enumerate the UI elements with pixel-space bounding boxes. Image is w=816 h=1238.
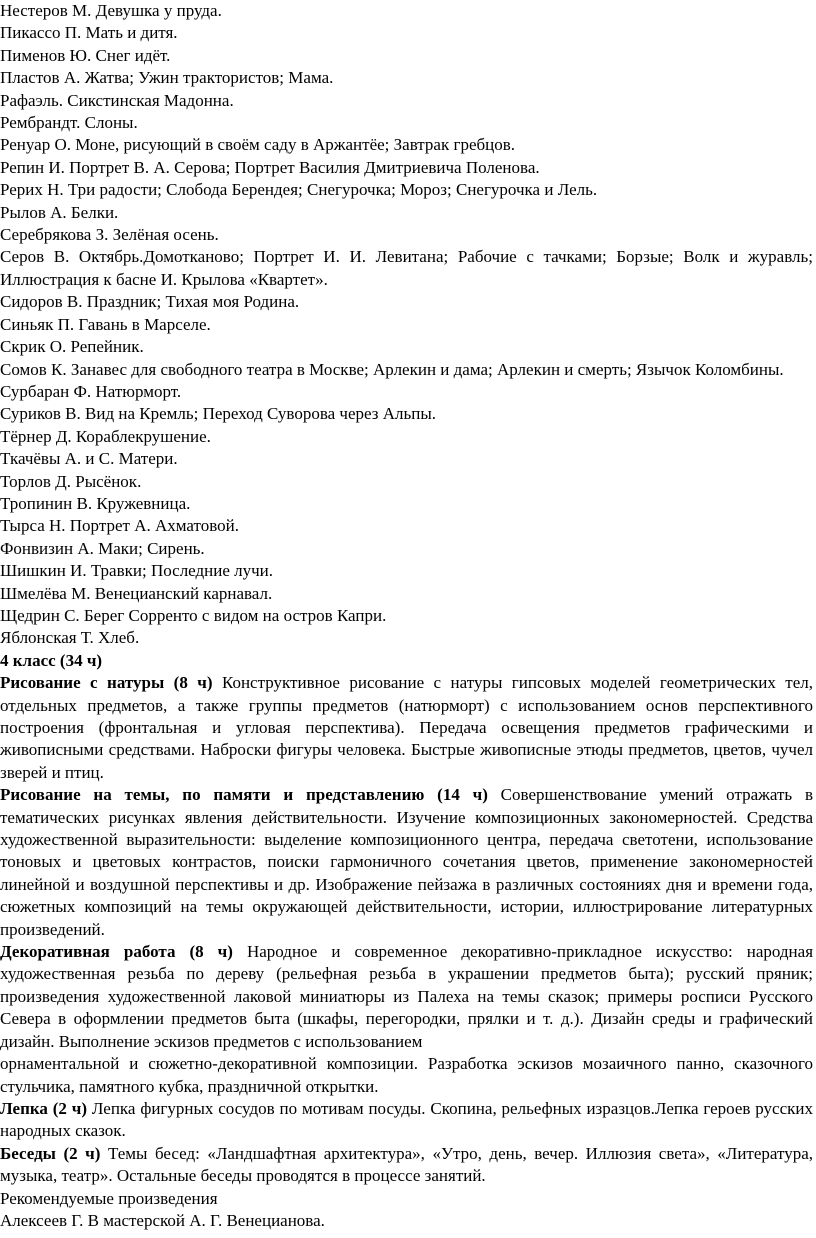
list-item: Нестеров М. Девушка у пруда.: [0, 1, 222, 20]
section-text: Темы бесед: «Ландшафтная архитектура», «Утро, день, вечер. Иллюзия света», «Литература, музыка, театр». Остальные беседы проводятся в процессе занятий.: [0, 1143, 813, 1186]
list-item: Сидоров В. Праздник; Тихая моя Родина.: [0, 292, 300, 312]
list-item: Ренуар О. Моне, рисующий в своём саду в Аржантёе; Завтрак гребцов.: [0, 135, 516, 155]
list-item: Серебрякова З. Зелёная осень.: [0, 225, 219, 245]
list-item: Рылов А. Белки.: [0, 202, 119, 222]
list-item: Щедрин С. Берег Сорренто с видом на остров Капри.: [0, 605, 387, 625]
list-item: Рембрандт. Слоны.: [0, 113, 138, 133]
list-item: Суриков В. Вид на Кремль; Переход Суворова через Альпы.: [0, 404, 437, 424]
list-item: Фонвизин А. Маки; Сирень.: [0, 538, 205, 558]
recommended-heading: Рекомендуемые произведения: [0, 1188, 218, 1208]
list-item: Пименов Ю. Снег идёт.: [0, 45, 171, 65]
section-title: Рисование на темы, по памяти и представлению (14 ч): [0, 785, 488, 805]
works-list-3: [0, 381, 813, 650]
list-item: Пикассо П. Мать и дитя.: [0, 23, 178, 43]
section-decorative-work: [0, 941, 813, 1053]
list-item: Тропинин В. Кружевница.: [0, 493, 191, 513]
section-drawing-on-themes: [0, 784, 813, 941]
grade-heading: 4 класс (34 ч): [0, 650, 103, 670]
list-item: Репин И. Портрет В. А. Серова; Портрет Василия Дмитриевича Поленова.: [0, 157, 540, 177]
list-item: Торлов Д. Рысёнок.: [0, 471, 142, 491]
section-modeling: [0, 1098, 813, 1143]
list-item: Алексеев Г. В мастерской А. Г. Венецианова.: [0, 1210, 325, 1230]
works-list: [0, 0, 813, 246]
list-item: Яблонская Т. Хлеб.: [0, 628, 140, 648]
list-item: Ткачёвы А. и С. Матери.: [0, 449, 178, 469]
section-drawing-from-life: [0, 672, 813, 784]
section-text: Конструктивное рисование с натуры гипсовых моделей геометрических тел, отдельных предметов, а также группы предметов (натюрморт) с использованием основ перспективного построения (фронтальная и угловая перспектива). Передача освещения предметов графическими и живописными средствами. Наброски фигуры человека. Быстрые живописные этюды предметов, цветов, чучел зверей и птиц.: [0, 673, 814, 782]
list-item: Рерих Н. Три радости; Слобода Берендея; Снегурочка; Мороз; Снегурочка и Лель.: [0, 180, 598, 200]
section-text: Лепка фигурных сосудов по мотивам посуды. Скопина, рельефных изразцов.Лепка героев русских народных сказок.: [0, 1098, 813, 1141]
works-list-2: [0, 291, 813, 358]
list-item: Синьяк П. Гавань в Марселе.: [0, 314, 211, 334]
section-decorative-work-continued: орнаментальной и сюжетно-декоративной композиции. Разработка эскизов мозаичного панно, сказочного стульчика, памятного кубка, праздничной открытки.: [0, 1054, 813, 1096]
section-title: Декоративная работа (8 ч): [0, 942, 233, 962]
list-item: Рафаэль. Сикстинская Мадонна.: [0, 90, 234, 110]
section-talks: [0, 1143, 813, 1188]
section-title: Беседы (2 ч): [0, 1143, 101, 1163]
list-item-somov: Сомов К. Занавес для свободного театра в Москве; Арлекин и дама; Арлекин и смерть; Язычок Коломбины.: [0, 359, 784, 379]
list-item: Тёрнер Д. Кораблекрушение.: [0, 426, 211, 446]
list-item-serov: Серов В. Октябрь.Домотканово; Портрет И. И. Левитана; Рабочие с тачками; Борзые; Волк и журавль; Иллюстрация к басне И. Крылова «Квартет».: [0, 247, 813, 289]
list-item: Тырса Н. Портрет А. Ахматовой.: [0, 516, 239, 536]
section-title: Рисование с натуры (8 ч): [0, 673, 213, 693]
section-text: Совершенствование умений отражать в тематических рисунках явления действительности. Изучение композиционных закономерностей. Средства художественной выразительности: выделение композиционного центра, передача светотени, использование тоновых и цветовых контрастов, поиски гармоничного сочетания цветов, применение закономерностей линейной и воздушной перспективы и др. Изображение пейзажа в различных состояниях дня и времени года, сюжетных композиций на темы окружающей действительности, истории, иллюстрирование литературных произведений.: [0, 785, 813, 939]
list-item: Шмелёва М. Венецианский карнавал.: [0, 583, 273, 603]
list-item: Сурбаран Ф. Натюрморт.: [0, 381, 182, 401]
list-item: Пластов А. Жатва; Ужин трактористов; Мама.: [0, 68, 334, 88]
section-text: Народное и современное декоративно-прикладное искусство: народная художественная резьба по дереву (рельефная резьба в украшении предметов быта); русский пряник; произведения художественной лаковой миниатюры из Палеха на темы сказок; примеры росписи Русского Севера в оформлении предметов быта (шкафы, перегородки, прялки и т. д.). Дизайн среды и графический дизайн. Выполнение эскизов предметов с использованием: [0, 942, 814, 1051]
list-item: Скрик О. Репейник.: [0, 337, 144, 357]
list-item: Шишкин И. Травки; Последние лучи.: [0, 561, 274, 581]
section-title: Лепка (2 ч): [0, 1098, 88, 1118]
